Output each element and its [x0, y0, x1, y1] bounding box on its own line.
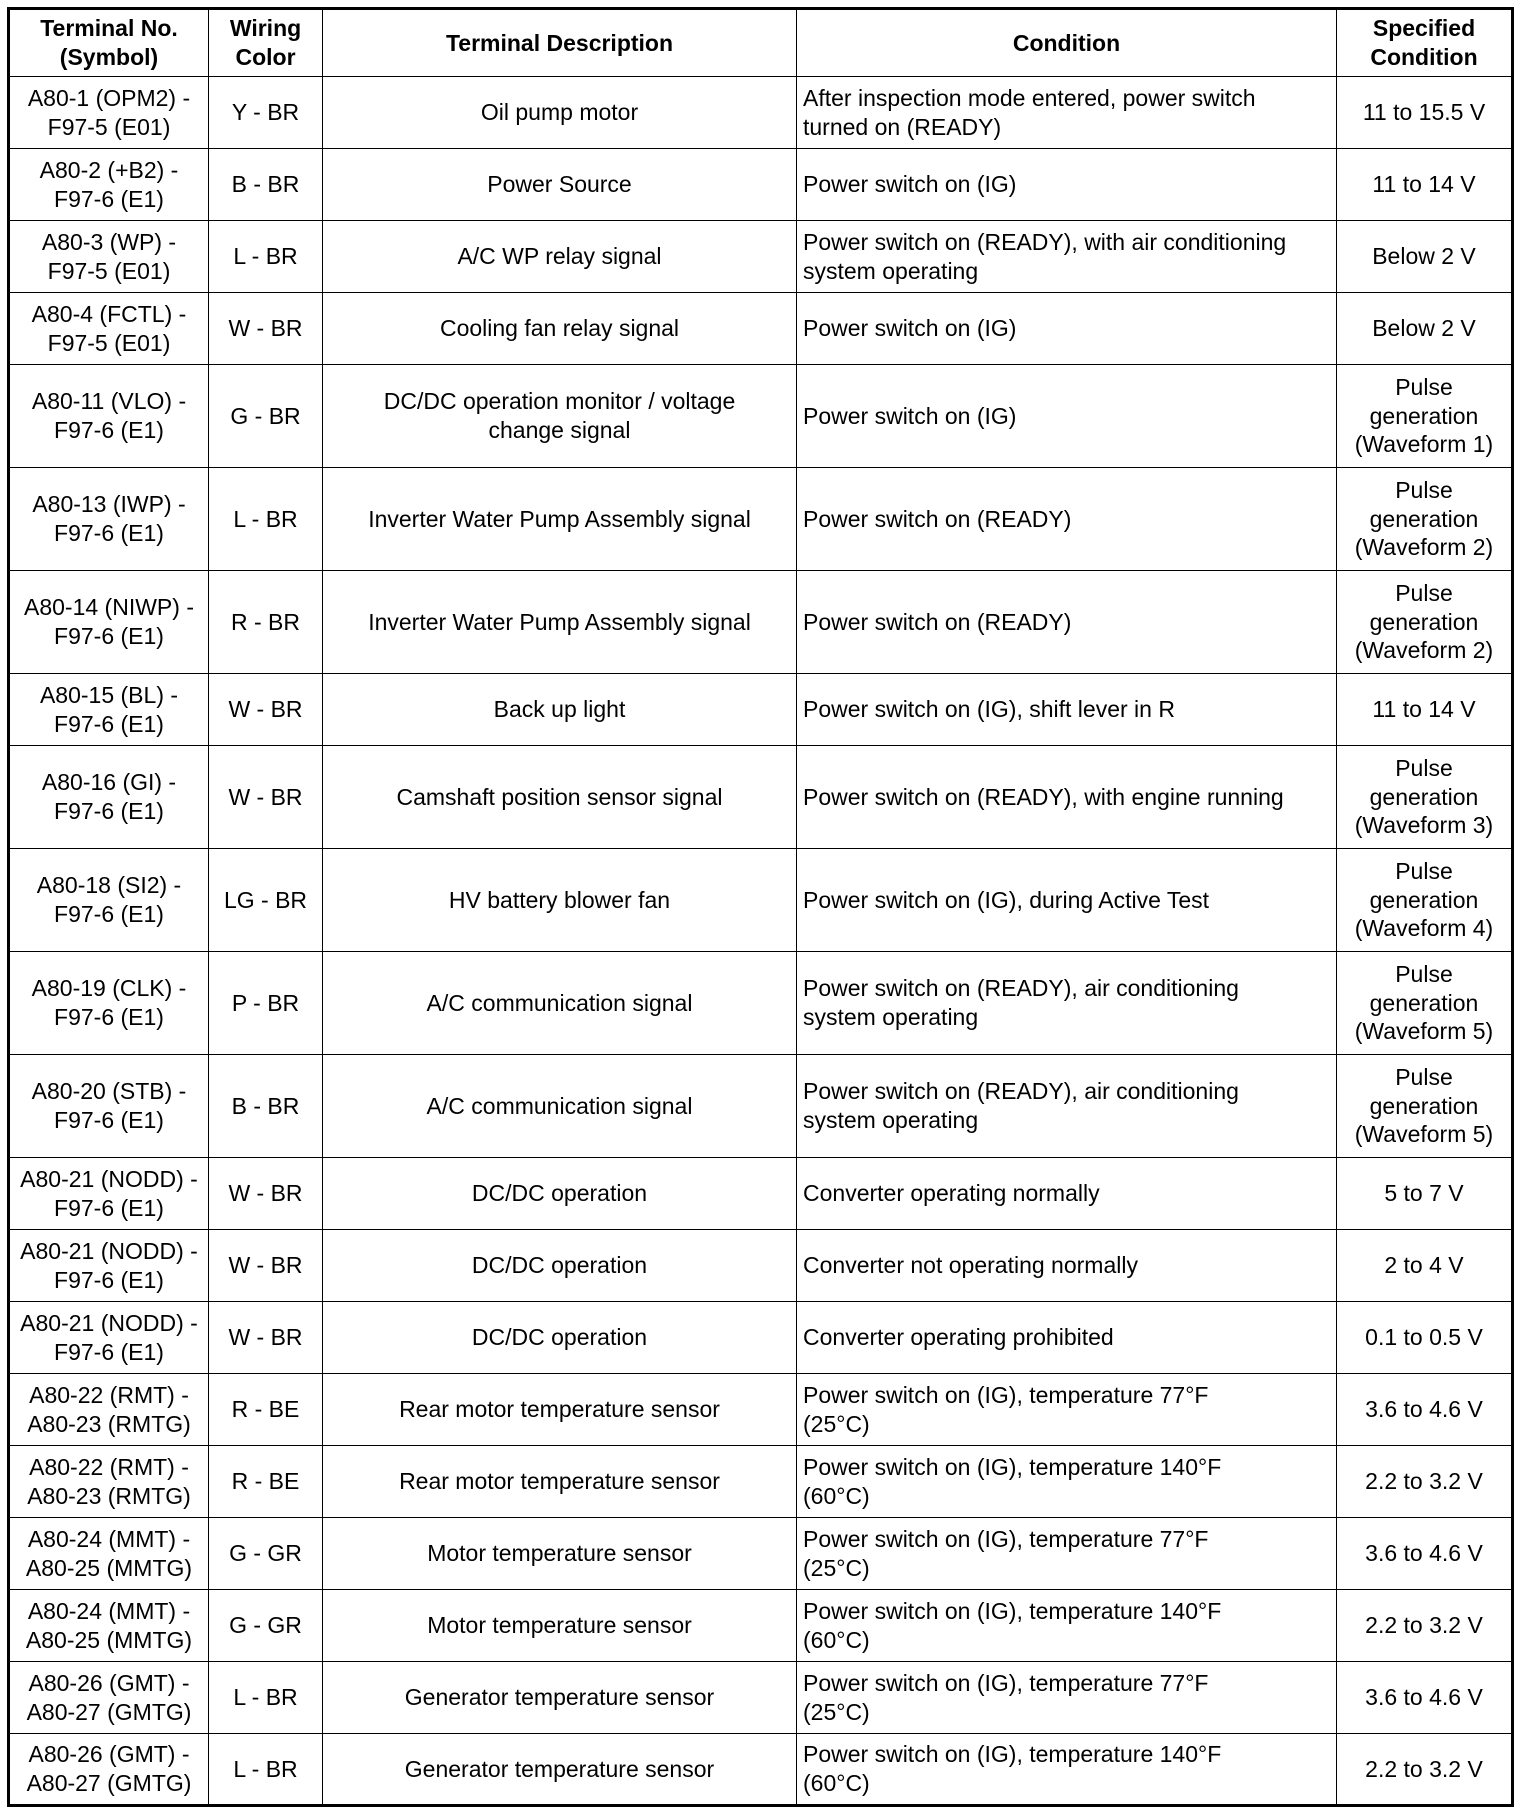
wiring-color-cell: R - BR	[209, 571, 323, 674]
specified-condition-cell: 2.2 to 3.2 V	[1337, 1590, 1513, 1662]
description-cell: DC/DC operation	[323, 1230, 797, 1302]
specified-condition-cell: Pulse generation (Waveform 1)	[1337, 365, 1513, 468]
description-cell: Power Source	[323, 149, 797, 221]
specified-condition-cell: Pulse generation (Waveform 5)	[1337, 952, 1513, 1055]
table-row	[9, 468, 1513, 571]
terminal-cell: A80-16 (GI) - F97-6 (E1)	[9, 746, 209, 849]
table-row	[9, 674, 1513, 746]
specified-condition-cell: 3.6 to 4.6 V	[1337, 1662, 1513, 1734]
terminal-cell: A80-21 (NODD) - F97-6 (E1)	[9, 1158, 209, 1230]
wiring-color-cell: R - BE	[209, 1374, 323, 1446]
wiring-color-cell: W - BR	[209, 293, 323, 365]
description-cell: Generator temperature sensor	[323, 1662, 797, 1734]
table-row	[9, 1518, 1513, 1590]
table-row	[9, 571, 1513, 674]
specified-condition-cell: 11 to 15.5 V	[1337, 77, 1513, 149]
specified-condition-cell: 11 to 14 V	[1337, 149, 1513, 221]
table-header	[9, 9, 1513, 77]
condition-cell: Power switch on (READY), with air conditioning system operating	[797, 221, 1337, 293]
table-row	[9, 293, 1513, 365]
specified-condition-cell: 11 to 14 V	[1337, 674, 1513, 746]
table-row	[9, 1446, 1513, 1518]
specified-condition-cell: 2.2 to 3.2 V	[1337, 1446, 1513, 1518]
table-row	[9, 1158, 1513, 1230]
description-cell: Motor temperature sensor	[323, 1518, 797, 1590]
table-row	[9, 1055, 1513, 1158]
condition-cell: Power switch on (IG)	[797, 293, 1337, 365]
table-row	[9, 849, 1513, 952]
condition-cell: Converter operating prohibited	[797, 1302, 1337, 1374]
condition-cell: Power switch on (IG), temperature 140°F (60°C)	[797, 1734, 1337, 1806]
wiring-color-cell: W - BR	[209, 1230, 323, 1302]
specified-condition-cell: 5 to 7 V	[1337, 1158, 1513, 1230]
condition-cell: Converter not operating normally	[797, 1230, 1337, 1302]
table-row	[9, 746, 1513, 849]
condition-cell: Power switch on (IG), shift lever in R	[797, 674, 1337, 746]
terminal-cell: A80-3 (WP) - F97-5 (E01)	[9, 221, 209, 293]
condition-cell: Power switch on (IG), temperature 77°F (25°C)	[797, 1518, 1337, 1590]
table-row	[9, 1590, 1513, 1662]
terminal-cell: A80-19 (CLK) - F97-6 (E1)	[9, 952, 209, 1055]
wiring-color-cell: W - BR	[209, 674, 323, 746]
terminal-cell: A80-22 (RMT) - A80-23 (RMTG)	[9, 1446, 209, 1518]
terminal-inspection-table	[7, 7, 1514, 1807]
terminal-cell: A80-15 (BL) - F97-6 (E1)	[9, 674, 209, 746]
wiring-color-cell: W - BR	[209, 1158, 323, 1230]
table-row	[9, 1374, 1513, 1446]
condition-cell: Power switch on (IG), temperature 77°F (25°C)	[797, 1374, 1337, 1446]
condition-cell: Power switch on (IG)	[797, 149, 1337, 221]
wiring-color-cell: W - BR	[209, 746, 323, 849]
header-specified-condition: Specified Condition	[1337, 9, 1513, 77]
specified-condition-cell: Pulse generation (Waveform 2)	[1337, 571, 1513, 674]
description-cell: Oil pump motor	[323, 77, 797, 149]
table-row	[9, 365, 1513, 468]
header-wiring-color: Wiring Color	[209, 9, 323, 77]
condition-cell: Power switch on (READY), air conditioning system operating	[797, 1055, 1337, 1158]
description-cell: Cooling fan relay signal	[323, 293, 797, 365]
terminal-cell: A80-26 (GMT) - A80-27 (GMTG)	[9, 1734, 209, 1806]
wiring-color-cell: L - BR	[209, 1734, 323, 1806]
table-row	[9, 77, 1513, 149]
terminal-cell: A80-1 (OPM2) - F97-5 (E01)	[9, 77, 209, 149]
description-cell: Inverter Water Pump Assembly signal	[323, 468, 797, 571]
specified-condition-cell: 2 to 4 V	[1337, 1230, 1513, 1302]
condition-cell: Power switch on (READY), with engine running	[797, 746, 1337, 849]
table-row	[9, 1230, 1513, 1302]
header-terminal-no: Terminal No. (Symbol)	[9, 9, 209, 77]
wiring-color-cell: L - BR	[209, 1662, 323, 1734]
description-cell: DC/DC operation	[323, 1302, 797, 1374]
description-cell: Rear motor temperature sensor	[323, 1374, 797, 1446]
specified-condition-cell: 3.6 to 4.6 V	[1337, 1374, 1513, 1446]
wiring-color-cell: G - GR	[209, 1518, 323, 1590]
table-row	[9, 221, 1513, 293]
wiring-color-cell: R - BE	[209, 1446, 323, 1518]
description-cell: Camshaft position sensor signal	[323, 746, 797, 849]
specified-condition-cell: 3.6 to 4.6 V	[1337, 1518, 1513, 1590]
terminal-cell: A80-21 (NODD) - F97-6 (E1)	[9, 1230, 209, 1302]
specified-condition-cell: Pulse generation (Waveform 4)	[1337, 849, 1513, 952]
header-terminal-description: Terminal Description	[323, 9, 797, 77]
wiring-color-cell: LG - BR	[209, 849, 323, 952]
table-row	[9, 149, 1513, 221]
table-row	[9, 952, 1513, 1055]
specified-condition-cell: Pulse generation (Waveform 2)	[1337, 468, 1513, 571]
specified-condition-cell: Pulse generation (Waveform 5)	[1337, 1055, 1513, 1158]
terminal-cell: A80-11 (VLO) - F97-6 (E1)	[9, 365, 209, 468]
specified-condition-cell: Below 2 V	[1337, 221, 1513, 293]
wiring-color-cell: G - GR	[209, 1590, 323, 1662]
description-cell: Inverter Water Pump Assembly signal	[323, 571, 797, 674]
terminal-cell: A80-22 (RMT) - A80-23 (RMTG)	[9, 1374, 209, 1446]
table-row	[9, 1302, 1513, 1374]
condition-cell: Power switch on (IG), during Active Test	[797, 849, 1337, 952]
terminal-cell: A80-24 (MMT) - A80-25 (MMTG)	[9, 1590, 209, 1662]
specified-condition-cell: 0.1 to 0.5 V	[1337, 1302, 1513, 1374]
condition-cell: After inspection mode entered, power switch turned on (READY)	[797, 77, 1337, 149]
header-row	[9, 9, 1513, 77]
wiring-color-cell: Y - BR	[209, 77, 323, 149]
condition-cell: Power switch on (READY)	[797, 571, 1337, 674]
terminal-cell: A80-4 (FCTL) - F97-5 (E01)	[9, 293, 209, 365]
terminal-cell: A80-26 (GMT) - A80-27 (GMTG)	[9, 1662, 209, 1734]
description-cell: DC/DC operation	[323, 1158, 797, 1230]
terminal-cell: A80-13 (IWP) - F97-6 (E1)	[9, 468, 209, 571]
table-row	[9, 1662, 1513, 1734]
wiring-color-cell: W - BR	[209, 1302, 323, 1374]
terminal-cell: A80-2 (+B2) - F97-6 (E1)	[9, 149, 209, 221]
description-cell: A/C WP relay signal	[323, 221, 797, 293]
specified-condition-cell: Below 2 V	[1337, 293, 1513, 365]
header-condition: Condition	[797, 9, 1337, 77]
wiring-color-cell: G - BR	[209, 365, 323, 468]
table-body	[9, 77, 1513, 1806]
condition-cell: Power switch on (IG), temperature 140°F (60°C)	[797, 1446, 1337, 1518]
condition-cell: Converter operating normally	[797, 1158, 1337, 1230]
terminal-cell: A80-14 (NIWP) - F97-6 (E1)	[9, 571, 209, 674]
specified-condition-cell: 2.2 to 3.2 V	[1337, 1734, 1513, 1806]
condition-cell: Power switch on (READY)	[797, 468, 1337, 571]
table-row	[9, 1734, 1513, 1806]
terminal-cell: A80-18 (SI2) - F97-6 (E1)	[9, 849, 209, 952]
description-cell: A/C communication signal	[323, 952, 797, 1055]
description-cell: A/C communication signal	[323, 1055, 797, 1158]
terminal-cell: A80-20 (STB) - F97-6 (E1)	[9, 1055, 209, 1158]
condition-cell: Power switch on (READY), air conditioning system operating	[797, 952, 1337, 1055]
wiring-color-cell: L - BR	[209, 468, 323, 571]
condition-cell: Power switch on (IG), temperature 77°F (25°C)	[797, 1662, 1337, 1734]
terminal-cell: A80-21 (NODD) - F97-6 (E1)	[9, 1302, 209, 1374]
description-cell: Back up light	[323, 674, 797, 746]
terminal-table-container	[7, 7, 1514, 1807]
description-cell: Motor temperature sensor	[323, 1590, 797, 1662]
condition-cell: Power switch on (IG)	[797, 365, 1337, 468]
description-cell: Generator temperature sensor	[323, 1734, 797, 1806]
wiring-color-cell: B - BR	[209, 149, 323, 221]
specified-condition-cell: Pulse generation (Waveform 3)	[1337, 746, 1513, 849]
description-cell: HV battery blower fan	[323, 849, 797, 952]
description-cell: Rear motor temperature sensor	[323, 1446, 797, 1518]
condition-cell: Power switch on (IG), temperature 140°F (60°C)	[797, 1590, 1337, 1662]
description-cell: DC/DC operation monitor / voltage change signal	[323, 365, 797, 468]
wiring-color-cell: P - BR	[209, 952, 323, 1055]
wiring-color-cell: B - BR	[209, 1055, 323, 1158]
terminal-cell: A80-24 (MMT) - A80-25 (MMTG)	[9, 1518, 209, 1590]
wiring-color-cell: L - BR	[209, 221, 323, 293]
